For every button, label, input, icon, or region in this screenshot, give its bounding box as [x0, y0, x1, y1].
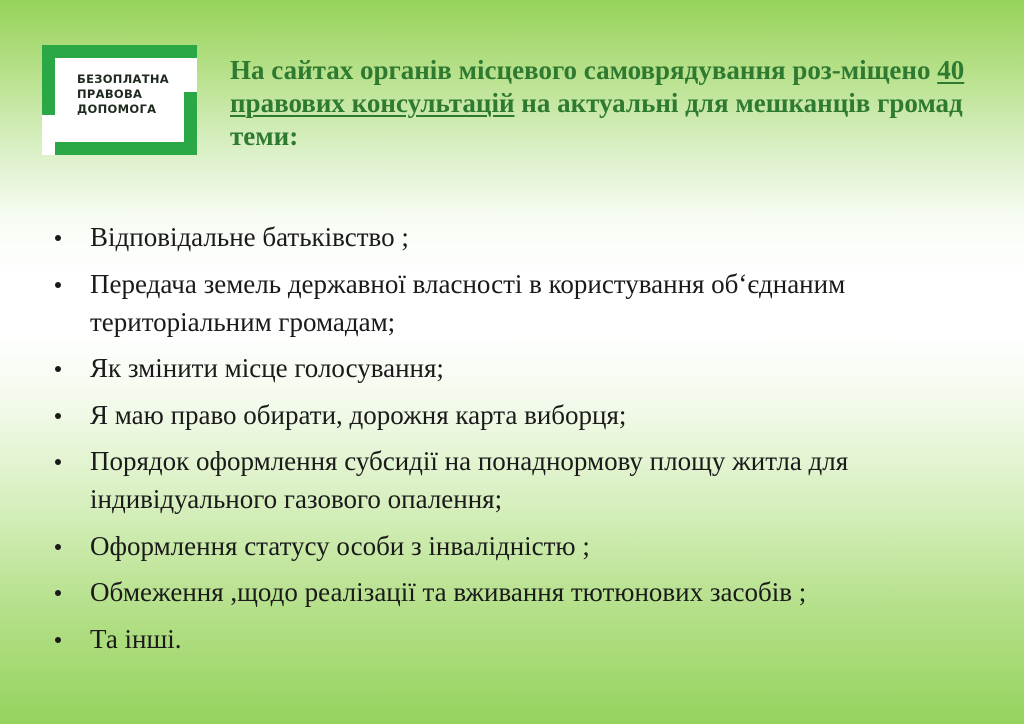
list-item-text: Оформлення статусу особи з інвалідністю ; [90, 530, 590, 561]
list-item [52, 349, 982, 387]
heading-text-start: На сайтах органів місцевого самоврядування роз-міщено [230, 55, 938, 85]
list-item [52, 396, 982, 434]
bullet [55, 413, 61, 419]
list-item [52, 442, 982, 518]
bullet [55, 282, 61, 288]
list-item [52, 620, 982, 658]
logo-text-line-3: ДОПОМОГА [77, 102, 157, 116]
page-heading [230, 54, 970, 153]
bullet [55, 459, 61, 465]
list-item-text: Та інші. [90, 623, 182, 654]
heading-text-end: на актуальні для мешканців громад теми: [230, 88, 963, 151]
list-item [52, 527, 982, 565]
bullet [55, 544, 61, 550]
list-item-text: Порядок оформлення субсидії на понаднормову площу житла для індивідуального газового опалення; [90, 446, 849, 514]
logo-frame-gap-left [42, 115, 55, 155]
bullet [55, 235, 61, 241]
consultations-count: 40 правових консультацій [230, 55, 965, 118]
logo-frame-gap-right [184, 58, 197, 92]
list-item-text: Я маю право обирати, дорожня карта виборця; [90, 399, 627, 430]
list-item-text: Обмеження ,щодо реалізації та вживання тютюнових засобів ; [90, 577, 807, 607]
list-item [52, 265, 982, 341]
bullet [55, 637, 61, 643]
logo-frame [55, 58, 184, 142]
list-item-text: Передача земель державної власності в користування об‘єднаним територіальним громадам; [90, 268, 846, 337]
list-item [52, 218, 982, 256]
bullet [55, 366, 61, 372]
free-legal-aid-logo [42, 45, 197, 155]
logo-text-line-2: ПРАВОВА [77, 87, 143, 101]
logo-text-line-1: БЕЗОПЛАТНА [77, 72, 170, 86]
list-item-text: Як змінити місце голосування; [90, 353, 444, 383]
bullet [55, 590, 61, 596]
consultation-topics-list [52, 218, 982, 666]
list-item-text: Відповідальне батьківство ; [90, 222, 409, 252]
list-item [52, 573, 982, 611]
